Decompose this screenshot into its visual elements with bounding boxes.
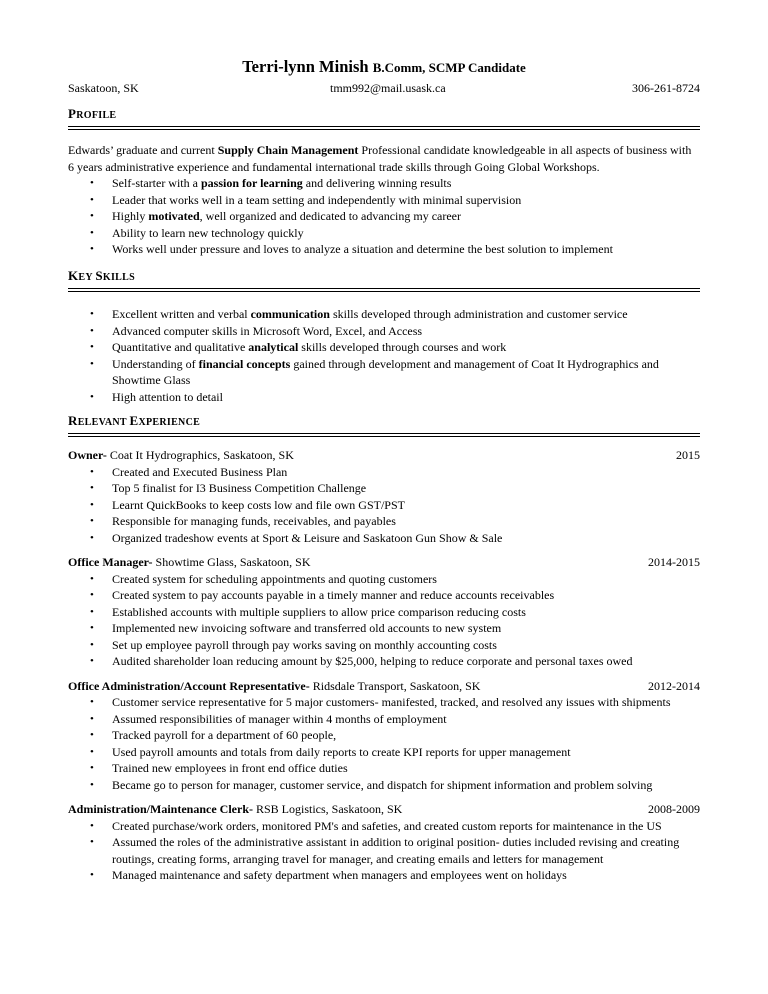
credentials: B.Comm, SCMP Candidate <box>372 60 526 75</box>
job-header <box>68 447 700 464</box>
list-item <box>68 241 700 258</box>
section-rule <box>68 288 700 292</box>
list-item <box>68 356 700 389</box>
list-item <box>68 306 700 323</box>
bullet-text: Became go to person for manager, customer service, and dispatch for shipment information and problem solving <box>112 777 653 792</box>
job-role: Office Manager- <box>68 555 153 569</box>
job-header <box>68 801 700 818</box>
bullet-icon: • <box>90 243 94 255</box>
bullet-icon: • <box>90 341 94 353</box>
job-years: 2014-2015 <box>648 555 700 569</box>
bullet-text: Self-starter with a <box>112 176 201 190</box>
bullet-icon: • <box>90 638 94 651</box>
bullet-text: Assumed the roles of the administrative assistant in addition to original position- duties included revising and creating routings, creating forms, arranging travel for manager, and creating emails and letters for management <box>112 835 680 866</box>
job-entry <box>68 447 700 546</box>
list-item <box>68 694 700 711</box>
bullet-text: Managed maintenance and safety department when managers and employees went on holidays <box>112 868 567 882</box>
bullet-icon: • <box>90 745 94 758</box>
list-item <box>68 727 700 744</box>
bullet-text: Top 5 finalist for I3 Business Competition Challenge <box>112 481 367 495</box>
bullet-icon: • <box>90 589 94 601</box>
bullet-icon: • <box>90 819 94 832</box>
bullet-emphasis: financial concepts <box>198 356 291 371</box>
job-organization: Ridsdale Transport, Saskatoon, SK <box>309 678 481 693</box>
profile-bullets <box>68 175 700 258</box>
list-item <box>68 339 700 356</box>
bullet-text: Excellent written and verbal <box>112 307 251 321</box>
job-header <box>68 678 700 695</box>
job-organization: RSB Logistics, Saskatoon, SK <box>253 802 403 816</box>
bullet-icon: • <box>90 226 94 239</box>
list-item <box>68 744 700 761</box>
bullet-text: Understanding of <box>112 356 199 371</box>
job-entry <box>68 801 700 884</box>
bullet-icon: • <box>90 390 94 403</box>
bullet-icon: • <box>90 210 94 222</box>
bullet-text: Used payroll amounts and totals from daily reports to create KPI reports for upper management <box>112 744 571 759</box>
bullet-text: Tracked payroll for a department of 60 people, <box>112 728 337 742</box>
bullet-icon: • <box>90 762 94 774</box>
bullet-text: gained through development and management of Coat It Hydrographics and Showtime Glass <box>112 356 659 387</box>
list-item <box>68 777 700 794</box>
job-years: 2015 <box>676 448 700 462</box>
bullet-text: Assumed responsibilities of manager within 4 months of employment <box>112 711 447 726</box>
bullet-icon: • <box>90 193 94 206</box>
job-bullets <box>68 571 700 670</box>
bullet-icon: • <box>90 696 94 708</box>
bullet-icon: • <box>90 531 94 544</box>
bullet-icon: • <box>90 177 94 189</box>
list-item <box>68 867 700 884</box>
skills-heading: KEY SKILLS <box>68 268 135 283</box>
job-organization: Showtime Glass, Saskatoon, SK <box>152 555 311 569</box>
email: tmm992@mail.usask.ca <box>330 81 446 95</box>
list-item <box>68 480 700 497</box>
bullet-icon: • <box>90 712 94 725</box>
bullet-text: , well organized and dedicated to advancing my career <box>199 209 461 223</box>
candidate-name: Terri-lynn Minish <box>242 57 369 76</box>
bullet-icon: • <box>90 655 94 667</box>
bullet-text: Advanced computer skills in Microsoft Word, Excel, and Access <box>112 323 423 338</box>
list-item <box>68 604 700 621</box>
bullet-emphasis: motivated <box>148 209 200 223</box>
bullet-text: Established accounts with multiple suppliers to allow price comparison reducing costs <box>112 604 526 619</box>
job-entry <box>68 678 700 794</box>
bullet-icon: • <box>90 515 94 527</box>
list-item <box>68 818 700 835</box>
list-item <box>68 711 700 728</box>
list-item <box>68 323 700 340</box>
bullet-text: skills developed through courses and work <box>298 340 507 354</box>
skills-section <box>68 268 700 405</box>
list-item <box>68 497 700 514</box>
section-rule <box>68 126 700 130</box>
section-rule <box>68 433 700 437</box>
bullet-text: Quantitative and qualitative <box>112 340 249 354</box>
bullet-icon: • <box>90 324 94 337</box>
name-heading <box>68 56 700 79</box>
bullet-icon: • <box>90 357 94 370</box>
bullet-text: Created and Executed Business Plan <box>112 464 288 479</box>
bullet-text: Created system to pay accounts payable in a timely manner and reduce accounts receivables <box>112 588 555 602</box>
bullet-emphasis: communication <box>250 307 330 321</box>
bullet-text: Created purchase/work orders, monitored PM's and safeties, and created custom reports for maintenance in the US <box>112 818 662 833</box>
job-bullets <box>68 694 700 793</box>
job-bullets <box>68 818 700 884</box>
bullet-text: Set up employee payroll through pay works saving on monthly accounting costs <box>112 637 497 652</box>
profile-heading: PROFILE <box>68 106 117 121</box>
bullet-text: skills developed through administration and customer service <box>329 307 628 321</box>
bullet-icon: • <box>90 622 94 634</box>
phone: 306-261-8724 <box>632 81 700 95</box>
list-item <box>68 653 700 670</box>
list-item <box>68 530 700 547</box>
bullet-text: Ability to learn new technology quickly <box>112 225 304 240</box>
bullet-text: Works well under pressure and loves to analyze a situation and determine the best solution to implement <box>112 242 613 256</box>
experience-heading: RELEVANT EXPERIENCE <box>68 413 201 428</box>
list-item <box>68 175 700 192</box>
profile-section <box>68 106 700 258</box>
job-list <box>68 447 700 884</box>
bullet-text: Organized tradeshow events at Sport & Leisure and Saskatoon Gun Show & Sale <box>112 530 503 545</box>
bullet-icon: • <box>90 836 94 848</box>
bullet-icon: • <box>90 605 94 618</box>
bullet-icon: • <box>90 778 94 791</box>
list-item <box>68 620 700 637</box>
bullet-icon: • <box>90 308 94 320</box>
bullet-emphasis: passion for learning <box>200 176 303 190</box>
list-item <box>68 587 700 604</box>
bullet-icon: • <box>90 729 94 741</box>
bullet-text: Trained new employees in front end office duties <box>112 761 348 775</box>
list-item <box>68 192 700 209</box>
bullet-icon: • <box>90 572 94 585</box>
bullet-text: and delivering winning results <box>302 176 452 190</box>
list-item <box>68 389 700 406</box>
list-item <box>68 834 700 867</box>
job-organization: Coat It Hydrographics, Saskatoon, SK <box>106 448 294 462</box>
profile-summary: Edwards’ graduate and current Supply Chain Management Professional candidate knowledgeable in all aspects of business with 6 years administrative experience and fundamental international trade skills through Going Global Workshops. <box>68 143 692 174</box>
bullet-icon: • <box>90 869 94 881</box>
experience-section <box>68 413 700 884</box>
bullet-icon: • <box>90 498 94 511</box>
bullet-text: Audited shareholder loan reducing amount by $25,000, helping to reduce corporate and personal taxes owed <box>112 654 633 668</box>
list-item <box>68 571 700 588</box>
location: Saskatoon, SK <box>68 81 139 95</box>
job-years: 2008-2009 <box>648 802 700 816</box>
bullet-text: Learnt QuickBooks to keep costs low and file own GST/PST <box>112 497 405 512</box>
list-item <box>68 208 700 225</box>
job-entry <box>68 554 700 670</box>
job-years: 2012-2014 <box>648 678 700 693</box>
bullet-text: Created system for scheduling appointments and quoting customers <box>112 571 437 586</box>
job-header <box>68 554 700 571</box>
list-item <box>68 513 700 530</box>
bullet-text: Responsible for managing funds, receivables, and payables <box>112 514 396 528</box>
job-role: Administration/Maintenance Clerk- <box>68 802 253 816</box>
skills-bullets <box>68 306 700 405</box>
job-role: Owner- <box>68 448 107 462</box>
list-item <box>68 464 700 481</box>
list-item <box>68 760 700 777</box>
bullet-text: Implemented new invoicing software and transferred old accounts to new system <box>112 621 502 635</box>
bullet-text: Customer service representative for 5 major customers- manifested, tracked, and resolved any issues with shipments <box>112 695 671 709</box>
bullet-text: Highly <box>112 209 149 223</box>
job-role: Office Administration/Account Representative- <box>68 678 310 693</box>
bullet-icon: • <box>90 482 94 494</box>
list-item <box>68 637 700 654</box>
bullet-emphasis: analytical <box>248 340 299 354</box>
bullet-icon: • <box>90 465 94 478</box>
list-item <box>68 225 700 242</box>
bullet-text: Leader that works well in a team setting and independently with minimal supervision <box>112 192 522 207</box>
bullet-text: High attention to detail <box>112 389 223 404</box>
job-bullets <box>68 464 700 547</box>
